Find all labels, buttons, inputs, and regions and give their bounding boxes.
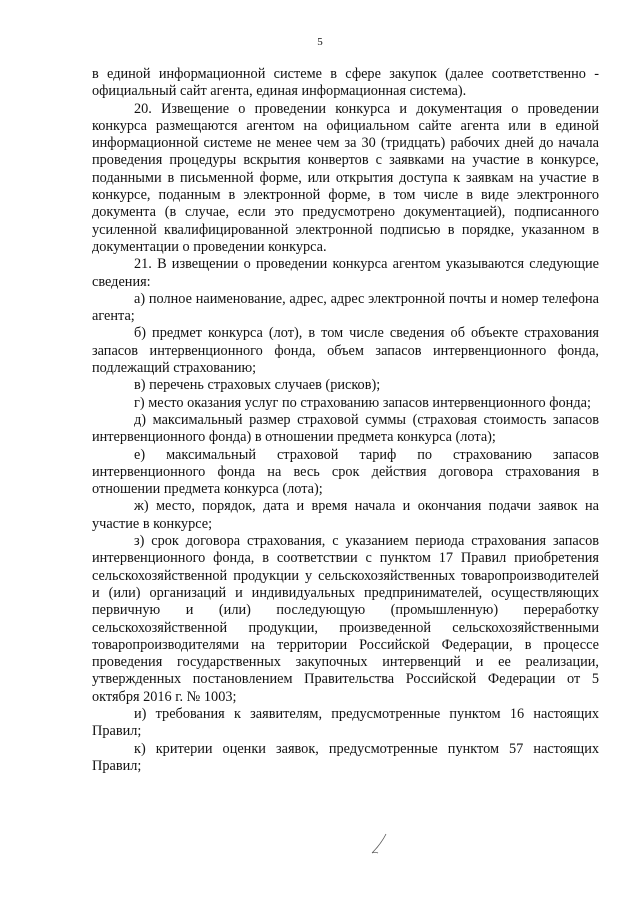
paragraph-20: 20. Извещение о проведении конкурса и документация о проведении конкурса размещаются агентом на официальном сайте агента или в единой информационной системе не менее чем за 30 (тридцать) рабочих дней до начала проведения процедуры вскрытия конвертов с заявками на участие в конкурсе, поданными в письменной форме, или открытия доступа к заявкам на участие в конкурсе, поданным в электронной форме, в том числе в виде электронного документа (в случае, если это предусмотрено документацией), подписанного усиленной квалифицированной электронной подписью в порядке, указанном в документации о проведении конкурса. bbox=[92, 100, 599, 255]
list-item-b: б) предмет конкурса (лот), в том числе сведения об объекте страхования запасов интервенционного фонда, объем запасов интервенционного фонда, подлежащий страхованию; bbox=[92, 325, 599, 377]
list-item-k: к) критерии оценки заявок, предусмотренные пунктом 57 настоящих Правил; bbox=[92, 740, 599, 774]
page-number: 5 bbox=[317, 36, 323, 48]
list-item-zh: ж) место, порядок, дата и время начала и окончания подачи заявок на участие в конкурсе; bbox=[92, 498, 599, 532]
pen-mark-icon bbox=[368, 832, 390, 856]
list-item-d: д) максимальный размер страховой суммы (страховая стоимость запасов интервенционного фонда) в отношении предмета конкурса (лота); bbox=[92, 411, 599, 446]
list-item-i: и) требования к заявителям, предусмотренные пунктом 16 настоящих Правил; bbox=[92, 705, 599, 740]
list-item-v: в) перечень страховых случаев (рисков); bbox=[134, 377, 381, 394]
paragraph-21: 21. В извещении о проведении конкурса агентом указываются следующие сведения: bbox=[92, 256, 599, 290]
list-item-g: г) место оказания услуг по страхованию запасов интервенционного фонда; bbox=[134, 394, 591, 411]
list-item-z: з) срок договора страхования, с указанием периода страхования запасов интервенционного фонда, в соответствии с пунктом 17 Правил приобретения сельскохозяйственной продукции у сельскохозяйственных товаропроизводителей и (или) организаций и индивидуальных предпринимателей, осуществляющих первичную и (или) последующую (промышленную) переработку сельскохозяйственной продукции, произведенной сельскохозяйственными товаропроизводителями на территории Российской Федерации, в процессе проведения государственных закупочных интервенций и ее реализации, утвержденных постановлением Правительства Российской Федерации от 5 октября 2016 г. № 1003; bbox=[92, 533, 599, 705]
paragraph-intro: в единой информационной системе в сфере закупок (далее соответственно - официальный сайт агента, единая информационная система). bbox=[92, 66, 599, 100]
document-body bbox=[92, 66, 599, 775]
list-item-e: е) максимальный страховой тариф по страхованию запасов интервенционного фонда на весь срок действия договора страхования в отношении предмета конкурса (лота); bbox=[92, 446, 599, 498]
list-item-a: а) полное наименование, адрес, адрес электронной почты и номер телефона агента; bbox=[92, 290, 599, 325]
